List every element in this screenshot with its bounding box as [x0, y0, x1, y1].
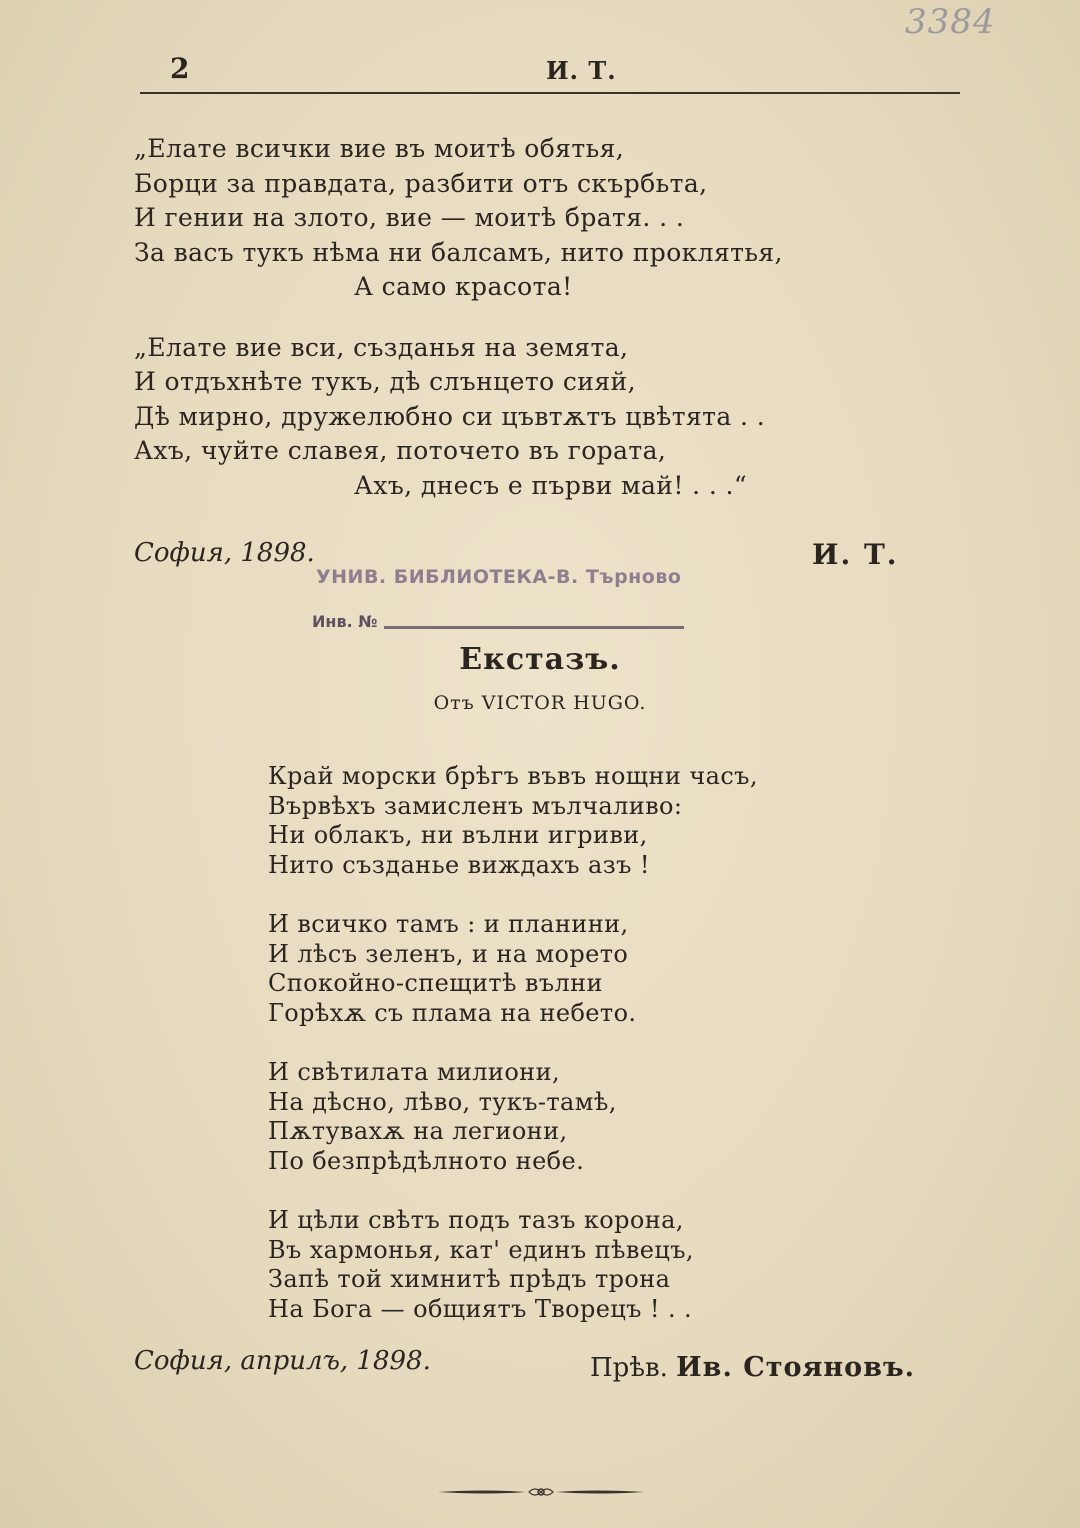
poem-line: Ни облакъ, ни вълни игриви, — [268, 821, 648, 849]
poem-line: Пѫтувахѫ на легиони, — [268, 1117, 568, 1145]
poem-line: Горѣхѫ съ плама на небето. — [268, 998, 637, 1027]
poem-line: По безпрѣдѣлното небе. — [268, 1146, 585, 1175]
poem-line: И отдъхнѣте тукъ, дѣ слънцето сияй, — [134, 367, 636, 396]
poem-line: Запѣ той химнитѣ прѣдъ трона — [268, 1265, 671, 1293]
poem-line: Спокойно-спещитѣ вълни — [268, 969, 603, 997]
poem-subtitle: Отъ VICTOR HUGO. — [433, 692, 647, 714]
poem-2 — [268, 762, 758, 1324]
poem-line: Вървѣхъ замисленъ мълчаливо: — [268, 791, 683, 820]
header-rule — [140, 92, 960, 94]
poem-line: „Елате вие вси, създанья на земята, — [134, 332, 629, 362]
running-title: И. Т. — [546, 56, 617, 85]
poem-line: Ахъ, чуйте славея, поточето въ гората, — [134, 436, 667, 465]
translator-prefix: Прѣв. — [590, 1353, 668, 1383]
signature-place-date: София, 1898. — [134, 538, 315, 568]
stanza-gap — [134, 305, 783, 331]
poem-line: И свѣтилата милиони, — [268, 1058, 561, 1086]
poem-line: За васъ тукъ нѣма ни балсамъ, нито проклятья, — [134, 237, 783, 267]
translator-signature — [590, 1352, 915, 1383]
signature-author: И. Т. — [812, 538, 899, 571]
poem-1 — [134, 132, 783, 503]
handwritten-catalog-number: 3384 — [905, 2, 996, 42]
poem-line: Нито създанье виждахъ азъ ! — [268, 850, 650, 879]
poem-line: И цѣли свѣтъ подъ тазъ корона, — [268, 1206, 684, 1234]
stanza-gap — [268, 1028, 758, 1058]
poem-line: И всичко тамъ : и планини, — [268, 910, 629, 938]
poem-line: Борци за правдата, разбити отъ скърбьта, — [134, 168, 708, 198]
poem-line: Край морски брѣгъ въвъ нощни часъ, — [268, 762, 758, 790]
poem-line: На Бога — общиятъ Творецъ ! . . — [268, 1294, 693, 1323]
poem-line: И лѣсъ зеленъ, и на морето — [268, 939, 629, 968]
translator-name: Ив. Стояновъ. — [676, 1352, 916, 1383]
poem-title: Екстазъ. — [459, 642, 621, 677]
library-stamp: УНИВ. БИБЛИОТЕКА-В. Търново — [316, 566, 682, 588]
stanza-gap — [268, 880, 758, 910]
poem-line: „Елате всички вие въ моитѣ обятья, — [134, 134, 625, 163]
poem-line: И гении на злото, вие — моитѣ братя. . . — [134, 203, 685, 232]
ornament-divider-icon — [436, 1484, 646, 1500]
poem-line: На дѣсно, лѣво, тукъ-тамѣ, — [268, 1087, 617, 1116]
page-number: 2 — [170, 52, 190, 85]
signature-place-date: София, априлъ, 1898. — [134, 1346, 431, 1376]
poem-line: Дѣ мирно, дружелюбно си цъвтѫтъ цвѣтята . . — [134, 401, 766, 431]
inventory-label: Инв. № — [312, 612, 378, 631]
poem-line: А само красота! — [354, 272, 573, 301]
stanza-gap — [268, 1176, 758, 1206]
poem-line: Ахъ, днесъ е първи май! . . .“ — [354, 470, 748, 500]
inventory-line — [384, 626, 684, 629]
poem-line: Въ хармонья, кат' единъ пѣвецъ, — [268, 1235, 694, 1264]
